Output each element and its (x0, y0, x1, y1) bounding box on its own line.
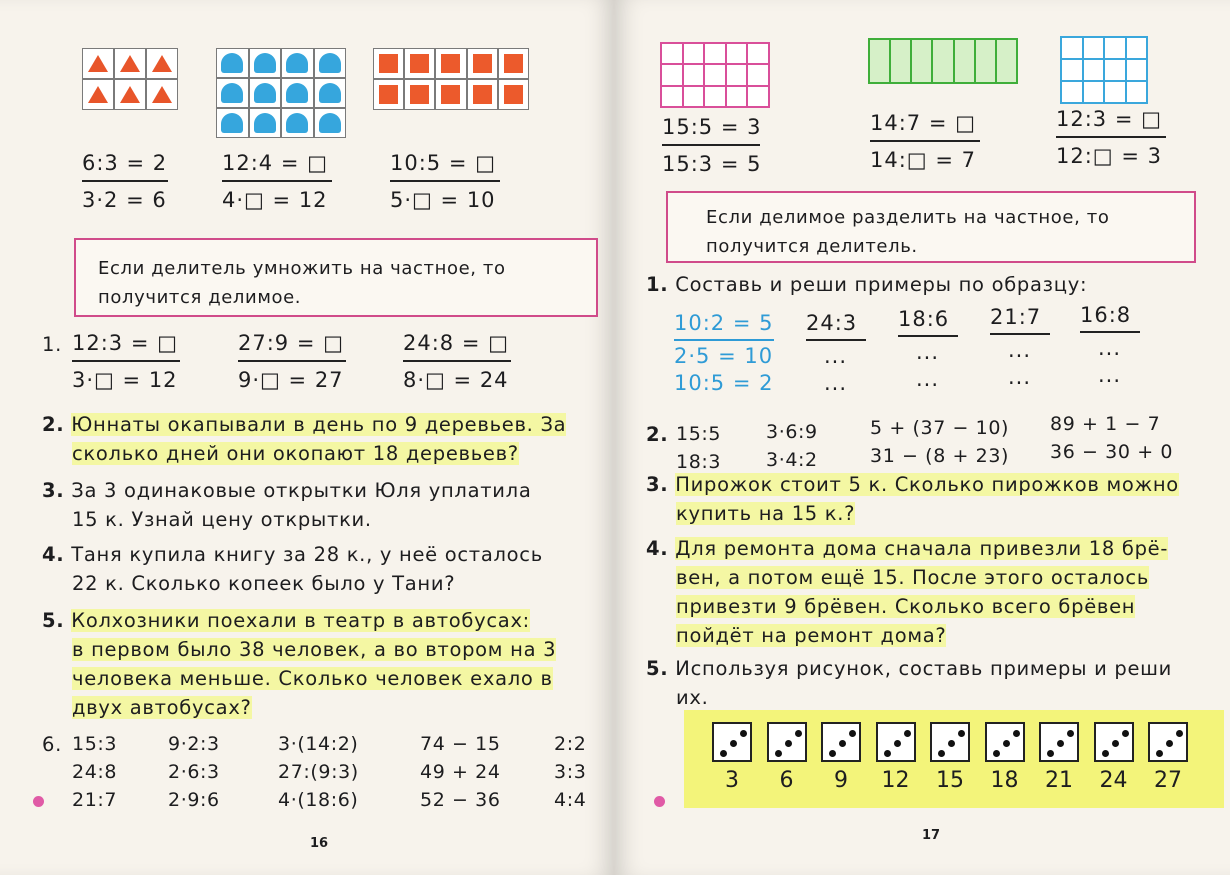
fraction-example-3 (390, 150, 500, 214)
triangle-shape (88, 86, 108, 103)
die-label: 6 (779, 768, 794, 793)
squares-cell (373, 48, 404, 79)
rule-box (666, 191, 1196, 263)
domes-cell (314, 78, 347, 108)
blue-grid-picture (1060, 36, 1148, 104)
pink-grid-cell (726, 64, 748, 85)
task-number: 4. (42, 543, 65, 566)
fraction-example-2 (222, 150, 332, 214)
dome-shape (319, 113, 341, 133)
fraction-bar (674, 339, 774, 341)
fraction-top: 10:5 = □ (390, 151, 496, 175)
task-line: 22 к. Сколько копеек было у Тани? (72, 572, 456, 595)
fraction-bar (82, 180, 168, 182)
triangles-cell (82, 48, 114, 79)
task-6-column-4 (420, 730, 501, 814)
page-number: 17 (922, 828, 941, 843)
die-pip (795, 730, 802, 737)
pink-grid-picture (660, 42, 770, 108)
item-dots: ... (916, 340, 940, 364)
green-grid-cell (869, 39, 890, 83)
example: 5 + (37 − 10) (870, 417, 1010, 439)
task-line: Таня купила книгу за 28 к., у неё осталось (71, 543, 543, 566)
example: 49 + 24 (420, 761, 501, 783)
fraction-bar (390, 180, 500, 182)
pink-grid-cell (704, 64, 726, 85)
dome-shape (254, 83, 276, 103)
dome-shape (254, 53, 276, 73)
example: 3·6:9 (766, 421, 818, 443)
fraction-bottom: 8·□ = 24 (403, 368, 509, 392)
page-number: 16 (310, 836, 329, 851)
task-1-item-4 (1080, 302, 1140, 389)
right-page (614, 0, 1230, 875)
example: 27:(9:3) (278, 761, 359, 783)
die-pip (829, 750, 836, 757)
task-1-example-2 (238, 330, 346, 394)
die-pip (720, 750, 727, 757)
die-face (1148, 722, 1188, 762)
die-pip (839, 740, 846, 747)
square-shape (410, 54, 429, 73)
rule-text: Если делитель умножить на частное, то получится делимое. (98, 258, 506, 308)
dome-shape (221, 113, 243, 133)
left-page (0, 0, 614, 875)
green-grid-cell (911, 39, 932, 83)
die-face (821, 722, 861, 762)
rule-box (74, 238, 598, 317)
task-number: 3. (42, 479, 65, 502)
square-shape (441, 54, 460, 73)
pink-bullet (33, 796, 44, 807)
task-1 (646, 270, 1206, 299)
example: 2:2 (554, 733, 587, 755)
example: 4·(18:6) (278, 789, 359, 811)
task-line: Составь и реши примеры по образцу: (675, 273, 1088, 296)
die-pip (849, 730, 856, 737)
die-pip (785, 740, 792, 747)
fraction-top: 12:3 = □ (1056, 107, 1162, 131)
squares-cell (435, 79, 466, 110)
domes-cell (249, 48, 282, 78)
task-line: в первом было 38 человек, а во втором на 3 (72, 638, 557, 661)
task-2-column-4 (1050, 410, 1173, 466)
task-number: 5. (646, 657, 669, 680)
blue-grid-cell (1104, 59, 1126, 81)
pink-grid-cell (747, 86, 769, 107)
item-top: 24:3 (806, 311, 858, 335)
pink-grid-cell (683, 64, 705, 85)
fraction-bar (662, 144, 760, 146)
die-pip (938, 750, 945, 757)
pink-grid-cell (747, 64, 769, 85)
task-4 (646, 534, 1221, 650)
pink-grid-cell (726, 43, 748, 64)
fraction-top: 12:3 = □ (72, 331, 178, 355)
task-1-example-1 (72, 330, 180, 394)
example: 24:8 (72, 761, 118, 783)
fraction-example-1 (662, 114, 760, 178)
blue-grid-cell (1104, 37, 1126, 59)
task-number: 3. (646, 473, 669, 496)
domes-cell (314, 48, 347, 78)
die-pip (1047, 750, 1054, 757)
triangles-cell (114, 48, 146, 79)
task-2 (42, 410, 607, 468)
fraction-top: 12:4 = □ (222, 151, 328, 175)
die-pip (740, 730, 747, 737)
blue-grid-cell (1083, 81, 1105, 103)
die-pip (948, 740, 955, 747)
squares-cell (467, 48, 498, 79)
blue-grid-cell (1083, 37, 1105, 59)
fraction-top: 6:3 = 2 (82, 151, 168, 175)
dome-shape (221, 53, 243, 73)
fraction-bottom: 15:3 = 5 (662, 152, 762, 176)
fraction-bar (806, 339, 866, 341)
blue-grid-cell (1061, 59, 1083, 81)
task-line: купить на 15 к.? (676, 502, 856, 525)
blue-grid-cell (1126, 81, 1148, 103)
fraction-example-3 (1056, 106, 1166, 170)
task-2-column-1 (676, 420, 721, 476)
task-5 (42, 606, 607, 722)
task-4 (42, 540, 607, 598)
fraction-bottom: 4·□ = 12 (222, 188, 328, 212)
squares-cell (467, 79, 498, 110)
fraction-bottom: 3·2 = 6 (82, 188, 167, 212)
triangles-cell (82, 79, 114, 110)
pink-bullet (654, 796, 665, 807)
example: 2·6:3 (168, 761, 220, 783)
fraction-top: 27:9 = □ (238, 331, 344, 355)
die-pip (730, 740, 737, 747)
example: 4:4 (554, 789, 587, 811)
die-pip (904, 730, 911, 737)
example: 18:3 (676, 451, 722, 473)
triangles-cell (146, 79, 178, 110)
example: 89 + 1 − 7 (1050, 413, 1161, 435)
triangle-shape (152, 55, 172, 72)
pink-grid-cell (726, 86, 748, 107)
item-dots: ... (824, 371, 848, 395)
square-shape (504, 85, 523, 104)
task-2-column-2 (766, 418, 818, 474)
green-grid-cell (932, 39, 953, 83)
item-dots: ... (1098, 336, 1122, 360)
fraction-top: 15:5 = 3 (662, 115, 762, 139)
square-shape (410, 85, 429, 104)
item-dots: ... (1098, 363, 1122, 387)
pink-grid-cell (747, 43, 769, 64)
fraction-bar (1080, 331, 1140, 333)
item-dots: ... (824, 344, 848, 368)
example: 36 − 30 + 0 (1050, 441, 1174, 463)
task-6-column-2 (168, 730, 220, 814)
dome-shape (319, 83, 341, 103)
item-top: 21:7 (990, 305, 1042, 329)
task-number: 1. (646, 273, 669, 296)
fraction-top: 14:7 = □ (870, 111, 976, 135)
task-line: человека меньше. Сколько человек ехало в (72, 667, 553, 690)
fraction-example-1 (82, 150, 168, 214)
example: 3·(14:2) (278, 733, 359, 755)
fraction-bottom: 14:□ = 7 (870, 148, 976, 172)
fraction-bottom: 9·□ = 27 (238, 368, 344, 392)
example: 15:3 (72, 733, 118, 755)
item-dots: ... (916, 367, 940, 391)
example: 9·2:3 (168, 733, 220, 755)
squares-cell (435, 48, 466, 79)
die-label: 12 (881, 768, 910, 793)
pink-grid-cell (661, 86, 683, 107)
task-line: Колхозники поехали в театр в автобусах: (71, 609, 530, 632)
task-line: вен, а потом ещё 15. После этого осталось (676, 566, 1150, 589)
task-6-column-3 (278, 730, 359, 814)
dome-shape (286, 53, 308, 73)
die-label: 24 (1099, 768, 1128, 793)
die-face (767, 722, 807, 762)
pink-grid-cell (704, 86, 726, 107)
square-shape (441, 85, 460, 104)
square-shape (504, 54, 523, 73)
task-1-item-1 (806, 310, 866, 397)
task-6-column-5 (554, 730, 586, 814)
die-face (1039, 722, 1079, 762)
die-label: 27 (1154, 768, 1182, 793)
task-line: пойдёт на ремонт дома? (676, 624, 947, 647)
dome-shape (254, 113, 276, 133)
die-label: 15 (936, 768, 964, 793)
blue-grid-cell (1104, 81, 1126, 103)
task-1-item-2 (898, 306, 958, 393)
squares-cell (404, 79, 435, 110)
task-2-number: 2. (646, 423, 669, 446)
blue-grid-cell (1083, 59, 1105, 81)
squares-cell (373, 79, 404, 110)
green-grid-cell (954, 39, 975, 83)
squares-picture (373, 48, 529, 110)
fraction-bar (990, 333, 1050, 335)
example: 3·4:2 (766, 449, 818, 471)
blue-grid-cell (1061, 81, 1083, 103)
task-line: Юннаты окапывали в день по 9 деревьев. За (71, 413, 567, 436)
die-label: 9 (834, 768, 848, 793)
fraction-bottom: 12:□ = 3 (1056, 144, 1162, 168)
task-number: 4. (646, 537, 669, 560)
die-face (985, 722, 1025, 762)
die-label: 18 (990, 768, 1019, 793)
task-1-number: 1. (42, 333, 63, 356)
task-3 (42, 476, 607, 534)
task-line: Пирожок стоит 5 к. Сколько пирожков можно (675, 473, 1179, 496)
item-dots: ... (1008, 338, 1032, 362)
item-top: 18:6 (898, 307, 950, 331)
rule-text: Если делимое разделить на частное, то получится делитель. (706, 207, 1110, 257)
domes-cell (281, 48, 314, 78)
die-pip (958, 730, 965, 737)
die-face (712, 722, 752, 762)
triangles-cell (114, 79, 146, 110)
squares-cell (404, 48, 435, 79)
task-1-item-3 (990, 304, 1050, 391)
fraction-bottom: 5·□ = 10 (390, 188, 496, 212)
task-6-column-1 (72, 730, 117, 814)
task-1-example-3 (403, 330, 511, 394)
task-line: За 3 одинаковые открытки Юля уплатила (71, 479, 532, 502)
blue-grid-cell (1126, 37, 1148, 59)
domes-cell (216, 48, 249, 78)
die-pip (1057, 740, 1064, 747)
die-pip (884, 750, 891, 757)
item-dots: ... (1008, 365, 1032, 389)
die-pip (1003, 740, 1010, 747)
pink-grid-cell (661, 64, 683, 85)
die-face (1094, 722, 1134, 762)
triangle-shape (152, 86, 172, 103)
square-shape (379, 54, 398, 73)
task-6-number: 6. (42, 733, 63, 756)
pink-grid-cell (683, 86, 705, 107)
task-line: 15 к. Узнай цену открытки. (72, 508, 372, 531)
sample-bottom: 10:5 = 2 (674, 371, 774, 395)
task-line: Для ремонта дома сначала привезли 18 брё- (675, 537, 1169, 560)
square-shape (473, 85, 492, 104)
task-line: их. (676, 686, 709, 709)
blue-grid-cell (1126, 59, 1148, 81)
domes-cell (281, 78, 314, 108)
fraction-bar (870, 140, 980, 142)
green-grid-picture (868, 38, 1018, 84)
task-line: привезти 9 брёвен. Сколько всего брёвен (676, 595, 1136, 618)
green-grid-cell (975, 39, 996, 83)
item-top: 16:8 (1080, 303, 1132, 327)
example: 3:3 (554, 761, 587, 783)
task-line: двух автобусах? (72, 696, 252, 719)
domes-cell (281, 108, 314, 138)
sample-middle: 2·5 = 10 (674, 344, 774, 368)
domes-cell (216, 78, 249, 108)
squares-cell (498, 79, 529, 110)
die-pip (1176, 730, 1183, 737)
dome-shape (319, 53, 341, 73)
dome-shape (286, 113, 308, 133)
triangle-shape (88, 55, 108, 72)
example: 52 − 36 (420, 789, 501, 811)
die-label: 3 (725, 768, 739, 793)
dome-shape (286, 83, 308, 103)
fraction-top: 24:8 = □ (403, 331, 509, 355)
domes-cell (314, 108, 347, 138)
dome-shape (221, 83, 243, 103)
fraction-bar (238, 360, 346, 362)
pink-grid-cell (683, 43, 705, 64)
domes-picture (216, 48, 346, 138)
die-pip (993, 750, 1000, 757)
die-pip (1013, 730, 1020, 737)
die-pip (1156, 750, 1163, 757)
task-number: 5. (42, 609, 65, 632)
die-pip (1067, 730, 1074, 737)
domes-cell (249, 78, 282, 108)
die-pip (1166, 740, 1173, 747)
square-shape (379, 85, 398, 104)
die-label: 21 (1045, 768, 1073, 793)
triangle-shape (120, 86, 140, 103)
blue-grid-cell (1061, 37, 1083, 59)
fraction-bar (1056, 136, 1166, 138)
square-shape (473, 54, 492, 73)
green-grid-cell (890, 39, 911, 83)
die-pip (1102, 750, 1109, 757)
green-grid-cell (996, 39, 1017, 83)
triangles-cell (146, 48, 178, 79)
die-pip (775, 750, 782, 757)
task-5 (646, 654, 1221, 712)
fraction-example-2 (870, 110, 980, 174)
die-pip (1112, 740, 1119, 747)
triangle-shape (120, 55, 140, 72)
fraction-bar (898, 335, 958, 337)
example: 21:7 (72, 789, 118, 811)
example: 74 − 15 (420, 733, 501, 755)
sample-top: 10:2 = 5 (674, 311, 774, 335)
domes-cell (216, 108, 249, 138)
die-pip (1122, 730, 1129, 737)
fraction-bar (72, 360, 180, 362)
die-pip (894, 740, 901, 747)
die-face (930, 722, 970, 762)
example: 31 − (8 + 23) (870, 445, 1010, 467)
fraction-bar (403, 360, 511, 362)
die-face (876, 722, 916, 762)
task-3 (646, 470, 1221, 528)
squares-cell (498, 48, 529, 79)
task-line: сколько дней они окопают 18 деревьев? (72, 442, 519, 465)
example: 15:5 (676, 423, 722, 445)
triangles-picture (82, 48, 178, 110)
pink-grid-cell (661, 43, 683, 64)
fraction-bar (222, 180, 332, 182)
dice-strip (684, 710, 1224, 808)
example: 2·9:6 (168, 789, 220, 811)
pink-grid-cell (704, 43, 726, 64)
domes-cell (249, 108, 282, 138)
sample-example (674, 310, 774, 397)
task-number: 2. (42, 413, 65, 436)
task-2-column-3 (870, 414, 1009, 470)
task-line: Используя рисунок, составь примеры и реши (675, 657, 1173, 680)
fraction-bottom: 3·□ = 12 (72, 368, 178, 392)
